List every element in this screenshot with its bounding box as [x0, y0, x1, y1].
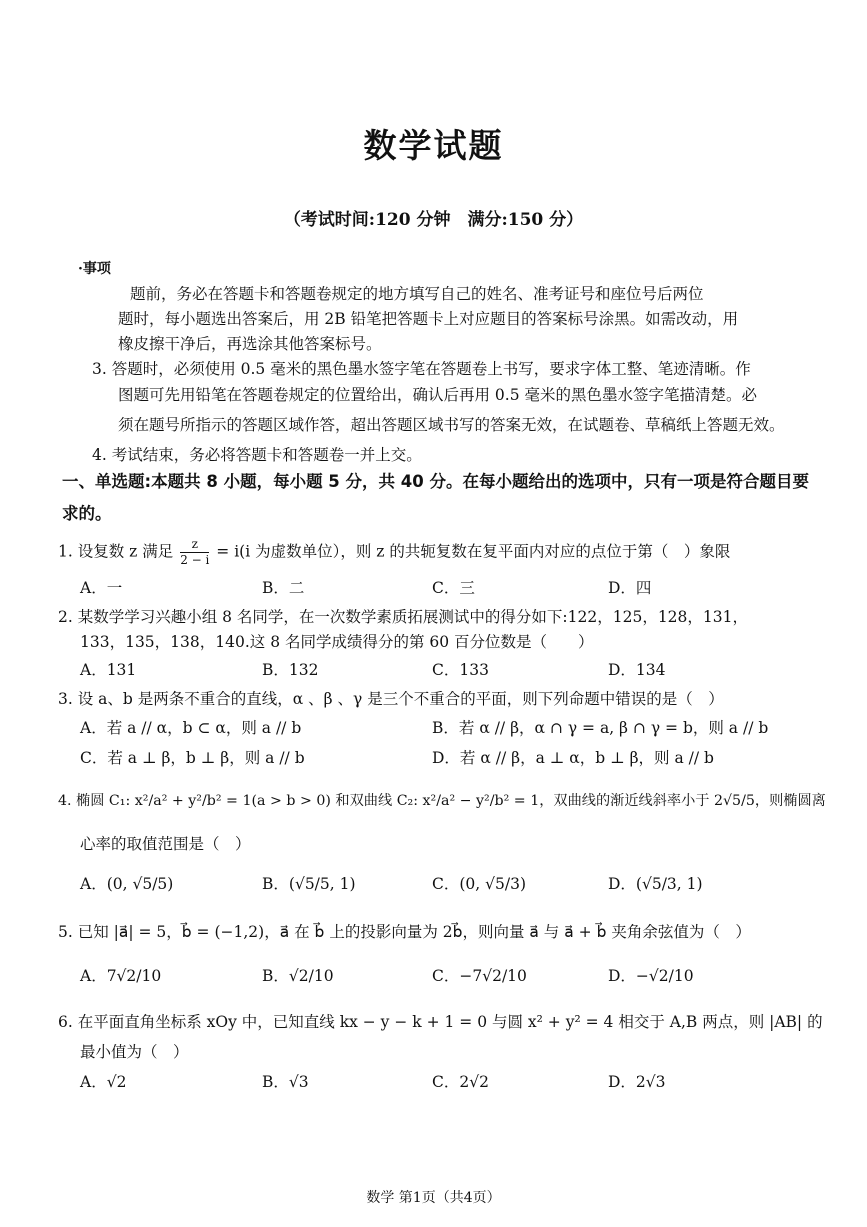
q6-option-c: C．2√2: [432, 1073, 489, 1091]
q4-option-a: A．(0, √5/5): [80, 875, 174, 893]
question-6-line-1: 6. 在平面直角坐标系 xOy 中，已知直线 kx − y − k + 1 = 0 与圆 x² + y² = 4 相交于 A,B 两点，则 |AB| 的: [58, 1013, 823, 1031]
question-1-pre: 1. 设复数 z 满足: [58, 542, 174, 561]
note-line-2: 题时，每小题选出答案后，用 2B 铅笔把答题卡上对应题目的答案标号涂黑。如需改动，用: [118, 310, 739, 328]
q2-option-b: B．132: [262, 661, 319, 679]
q6-option-a: A．√2: [80, 1073, 127, 1091]
q5-option-a: A．7√2/10: [80, 967, 162, 985]
question-4-line-1: 4. 椭圆 C₁: x²/a² + y²/b² = 1(a > b > 0) 和双曲线 C₂: x²/a² − y²/b² = 1，双曲线的渐近线斜率小于 2√5/5，则椭圆离: [58, 793, 826, 809]
note-line-3: 橡皮擦干净后，再选涂其他答案标号。: [118, 335, 382, 353]
question-1: [58, 537, 730, 568]
q4-option-c: C．(0, √5/3): [432, 875, 526, 893]
note-line-7: 4. 考试结束，务必将答题卡和答题卷一并上交。: [92, 446, 422, 464]
q1-option-c: C．三: [432, 579, 475, 597]
q5-option-b: B．√2/10: [262, 967, 334, 985]
question-3-line-1: 3. 设 a、b 是两条不重合的直线，α 、β 、γ 是三个不重合的平面，则下列命题中错误的是（ ）: [58, 690, 724, 708]
q6-option-b: B．√3: [262, 1073, 309, 1091]
exam-info: （考试时间:120 分钟 满分:150 分）: [283, 210, 584, 230]
notes-heading: ·事项: [78, 261, 111, 277]
section-heading: 一、单选题:本题共 8 小题，每小题 5 分，共 40 分。在每小题给出的选项中，只有一项是符合题目要求的。: [62, 472, 809, 523]
page-footer: 数学 第1页（共4页）: [366, 1190, 501, 1206]
note-line-1: 题前，务必在答题卡和答题卷规定的地方填写自己的姓名、准考证号和座位号后两位: [130, 285, 704, 303]
page-title: 数学试题: [363, 126, 504, 165]
q5-option-c: C．−7√2/10: [432, 967, 527, 985]
q2-option-a: A．131: [80, 661, 137, 679]
note-line-4: 3. 答题时，必须使用 0.5 毫米的黑色墨水签字笔在答题卷上书写，要求字体工整、笔迹清晰。作: [92, 360, 751, 378]
q1-option-b: B．二: [262, 579, 305, 597]
q5-option-d: D．−√2/10: [608, 967, 694, 985]
question-2-line-2: 133，135，138，140.这 8 名同学成绩得分的第 60 百分位数是（ ）: [80, 633, 594, 651]
q2-option-d: D．134: [608, 661, 666, 679]
question-1-post: = i(i 为虚数单位），则 z 的共轭复数在复平面内对应的点位于第（ ）象限: [216, 542, 731, 561]
note-line-6: 须在题号所指示的答题区域作答，超出答题区域书写的答案无效，在试题卷、草稿纸上答题无效。: [118, 416, 785, 434]
q1-option-a: A．一: [80, 579, 123, 597]
q4-option-b: B．(√5/5, 1): [262, 875, 356, 893]
q4-option-d: D．(√5/3, 1): [608, 875, 703, 893]
question-6-line-2: 最小值为（ ）: [80, 1043, 189, 1061]
question-2-line-1: 2. 某数学学习兴趣小组 8 名同学，在一次数学素质拓展测试中的得分如下:122，125，128，131，: [58, 608, 748, 626]
question-1-fraction: $\frac{z}{2 - i}$: [180, 537, 210, 567]
q2-option-c: C．133: [432, 661, 489, 679]
q3-option-a: A．若 a // α，b ⊂ α，则 a // b: [80, 719, 302, 737]
q6-option-d: D．2√3: [608, 1073, 666, 1091]
q3-option-c: C．若 a ⊥ β，b ⊥ β，则 a // b: [80, 749, 305, 767]
q3-option-d: D．若 α // β，a ⊥ α，b ⊥ β，则 a // b: [432, 749, 714, 767]
question-4-line-2: 心率的取值范围是（ ）: [80, 835, 251, 853]
q3-option-b: B．若 α // β，α ∩ γ = a, β ∩ γ = b，则 a // b: [432, 719, 769, 737]
q1-option-d: D．四: [608, 579, 652, 597]
question-5-line-1: 5. 已知 |a⃗| = 5，b⃗ = (−1,2)，a⃗ 在 b⃗ 上的投影向量为 2b⃗，则向量 a⃗ 与 a⃗ + b⃗ 夹角余弦值为（ ）: [58, 923, 751, 941]
note-line-5: 图题可先用铅笔在答题卷规定的位置给出，确认后再用 0.5 毫米的黑色墨水签字笔描清楚。必: [118, 386, 758, 404]
